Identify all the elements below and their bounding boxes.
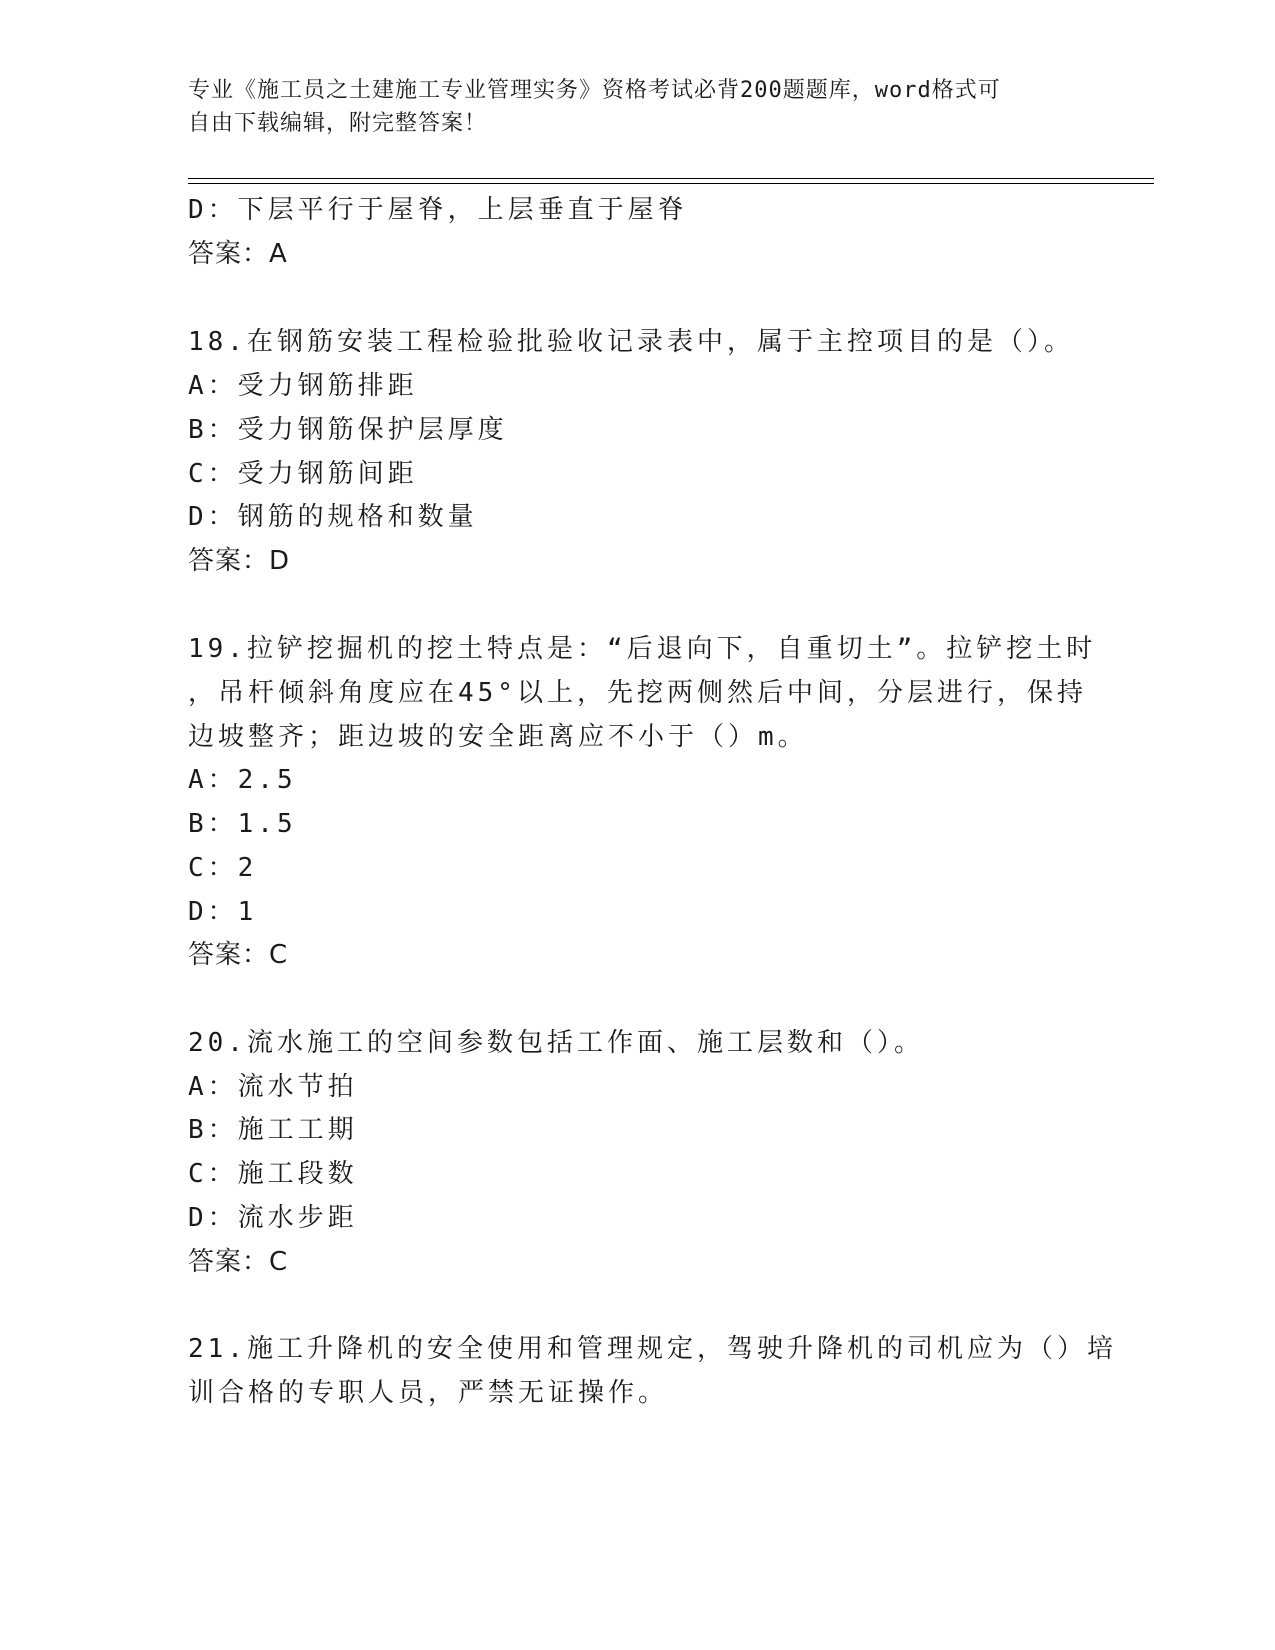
question-20-stem: 20.流水施工的空间参数包括工作面、施工层数和（）。 [188, 1028, 924, 1058]
question-18-option-a: A：受力钢筋排距 [188, 371, 418, 401]
header-divider-secondary [188, 183, 1154, 184]
question-19-answer: 答案：C [188, 940, 289, 970]
question-18-option-d: D：钢筋的规格和数量 [188, 502, 478, 532]
prev-option-d: D：下层平行于屋脊，上层垂直于屋脊 [188, 195, 688, 225]
question-20-option-a: A：流水节拍 [188, 1072, 358, 1102]
question-19-option-b: B：1.5 [188, 809, 297, 839]
question-18-answer: 答案：D [188, 546, 291, 576]
question-19-stem-line-3: 边坡整齐；距边坡的安全距离应不小于（）m。 [188, 722, 808, 752]
question-19-option-a: A：2.5 [188, 765, 297, 795]
question-20-option-c: C：施工段数 [188, 1159, 358, 1189]
question-18-option-b: B：受力钢筋保护层厚度 [188, 415, 508, 445]
question-18-stem: 18.在钢筋安装工程检验批验收记录表中，属于主控项目的是（）。 [188, 327, 1074, 357]
question-19-option-d: D：1 [188, 897, 258, 927]
question-19-option-c: C：2 [188, 853, 258, 883]
header-line-1: 专业《施工员之土建施工专业管理实务》资格考试必背200题题库，word格式可 [188, 78, 1001, 103]
question-18-option-c: C：受力钢筋间距 [188, 459, 418, 489]
document-header [188, 74, 1068, 140]
header-divider [188, 178, 1154, 179]
question-20-answer: 答案：C [188, 1247, 289, 1277]
question-20-option-d: D：流水步距 [188, 1203, 358, 1233]
question-21-stem-line-2: 训合格的专职人员，严禁无证操作。 [188, 1378, 669, 1408]
question-21-stem-line-1: 21.施工升降机的安全使用和管理规定，驾驶升降机的司机应为（）培 [188, 1334, 1117, 1364]
header-line-2: 自由下载编辑，附完整答案！ [188, 111, 488, 136]
question-19-stem-line-1: 19.拉铲挖掘机的挖土特点是：“后退向下，自重切土”。拉铲挖土时 [188, 634, 1097, 664]
prev-answer: 答案：A [188, 239, 288, 269]
question-19-stem-line-2: ，吊杆倾斜角度应在45°以上，先挖两侧然后中间，分层进行，保持 [188, 678, 1087, 708]
question-20-option-b: B：施工工期 [188, 1115, 358, 1145]
